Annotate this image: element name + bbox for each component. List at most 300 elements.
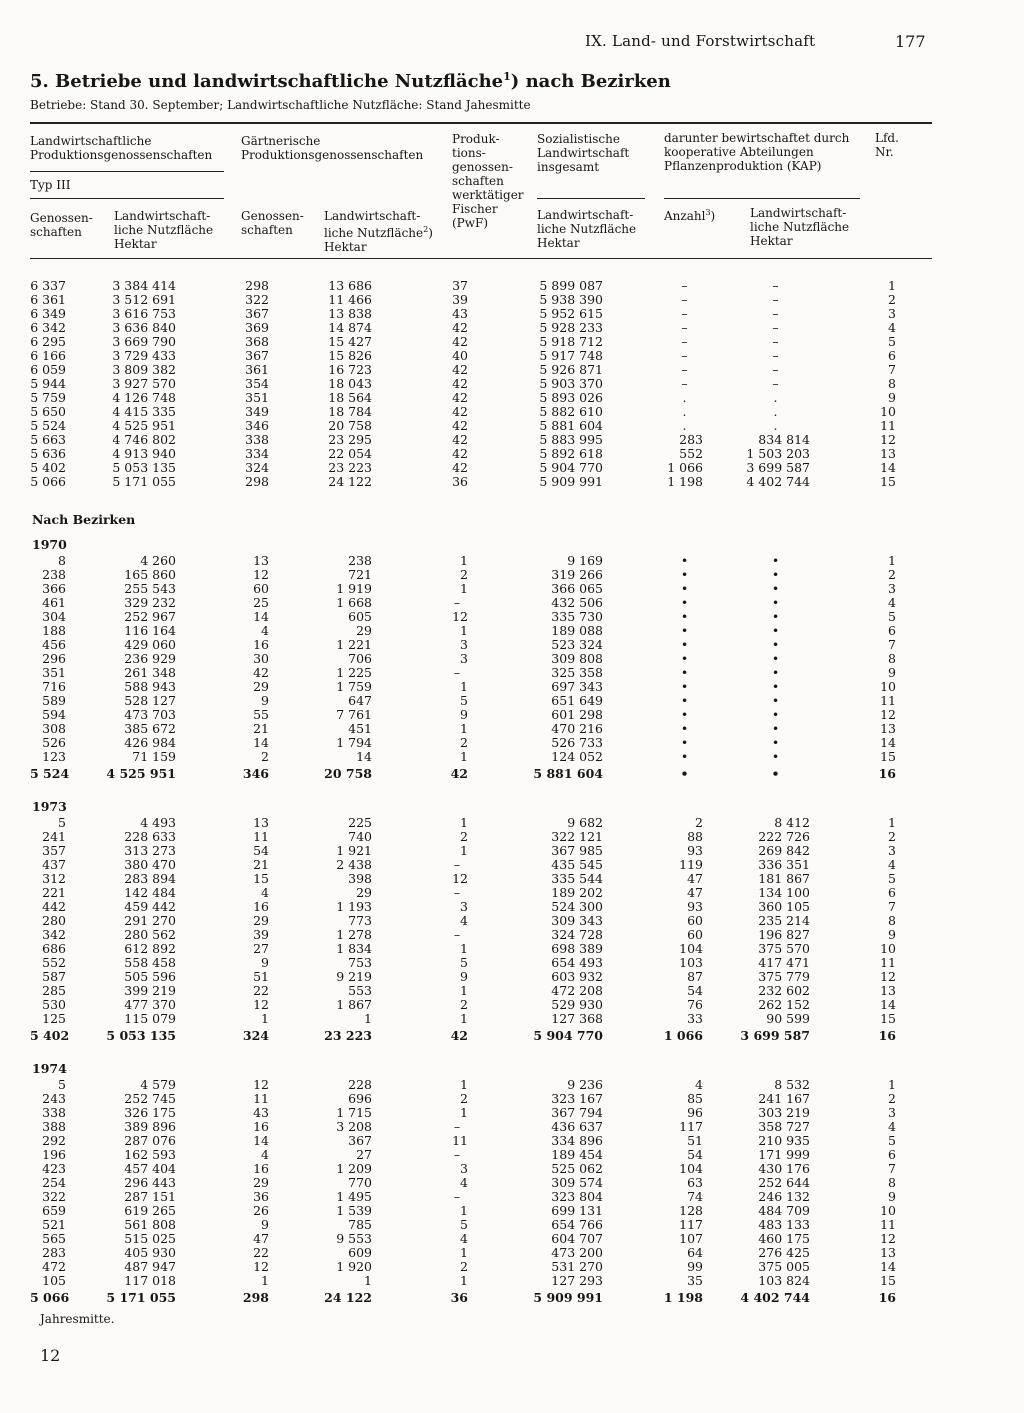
- cell-lpg-area: 3 616 753: [112, 306, 176, 321]
- cell-gpg-area: 14 874: [328, 320, 372, 335]
- table-row: [0, 363, 1024, 377]
- cell-kap-count: 88: [687, 829, 703, 844]
- col-typ: Typ III: [30, 178, 71, 192]
- cell-lpg-count: 456: [42, 637, 66, 652]
- cell-kap-count: •: [680, 693, 689, 708]
- cell-gpg-area: 18 564: [328, 390, 372, 405]
- cell-lpg-area: 5 171 055: [106, 1290, 176, 1305]
- cell-kap-area: 484 709: [758, 1203, 810, 1218]
- col-gpg-area-text: Landwirtschaft- liche Nutzfläche: [324, 209, 424, 240]
- cell-kap-area: 210 935: [758, 1133, 810, 1148]
- col-group-kap: darunter bewirtschaftet durch kooperative Abteilungen Pflanzenproduktion (KAP): [664, 131, 850, 173]
- cell-gpg-area: 753: [348, 955, 372, 970]
- cell-lpg-count: 5 524: [30, 766, 70, 781]
- cell-kap-area: •: [771, 693, 780, 708]
- cell-lpg-area: 4 525 951: [106, 766, 176, 781]
- cell-lpg-count: 5 759: [30, 390, 66, 405]
- cell-lpg-area: 4 913 940: [112, 446, 176, 461]
- cell-lpg-count: 552: [42, 955, 66, 970]
- cell-soz-area: 699 131: [551, 1203, 603, 1218]
- cell-lpg-area: 3 927 570: [112, 376, 176, 391]
- cell-kap-count: 552: [679, 446, 703, 461]
- cell-kap-area: 375 005: [758, 1259, 810, 1274]
- cell-gpg-area: 1 225: [336, 665, 372, 680]
- col-gpg-area-footnote-mark: 2: [423, 225, 429, 234]
- cell-gpg-area: 9 553: [336, 1231, 372, 1246]
- cell-gpg-count: 368: [245, 334, 269, 349]
- table-row: [0, 1218, 1024, 1232]
- cell-lpg-area: 4 579: [140, 1077, 176, 1092]
- cell-kap-count: –: [681, 306, 688, 321]
- cell-lpg-area: 558 458: [124, 955, 176, 970]
- cell-lpg-count: 461: [42, 595, 66, 610]
- cell-lfd-nr: 13: [880, 721, 896, 736]
- cell-gpg-area: 228: [348, 1077, 372, 1092]
- cell-gpg-count: 54: [253, 843, 269, 858]
- cell-lfd-nr: 3: [888, 1105, 896, 1120]
- cell-kap-count: 1 066: [663, 1028, 703, 1043]
- cell-lpg-count: 342: [42, 927, 66, 942]
- cell-kap-count: –: [681, 334, 688, 349]
- cell-lfd-nr: 8: [888, 913, 896, 928]
- cell-soz-area: 473 200: [551, 1245, 603, 1260]
- table-row: [0, 1162, 1024, 1176]
- cell-soz-area: 127 368: [551, 1011, 603, 1026]
- soz-rule: [537, 198, 645, 199]
- cell-gpg-count: 324: [245, 460, 269, 475]
- footnote-number: 12: [40, 1346, 61, 1365]
- table-row: [0, 844, 1024, 858]
- table-row: [0, 1012, 1024, 1026]
- cell-pwf: 1: [460, 1077, 468, 1092]
- cell-lfd-nr: 5: [888, 334, 896, 349]
- cell-lpg-count: 283: [42, 1245, 66, 1260]
- cell-gpg-area: 1 209: [336, 1161, 372, 1176]
- cell-lpg-count: 6 337: [30, 278, 66, 293]
- col-kap-count-text: Anzahl: [664, 209, 706, 223]
- table-row: [0, 1260, 1024, 1274]
- cell-soz-area: 5 904 770: [539, 460, 603, 475]
- cell-kap-count: •: [680, 721, 689, 736]
- cell-soz-area: 604 707: [551, 1231, 603, 1246]
- cell-lpg-count: 5 066: [30, 474, 66, 489]
- cell-gpg-count: 51: [253, 969, 269, 984]
- col-lfd-nr: Lfd. Nr.: [875, 131, 899, 159]
- cell-gpg-area: 1 668: [336, 595, 372, 610]
- cell-soz-area: 322 121: [551, 829, 603, 844]
- cell-gpg-count: 39: [253, 927, 269, 942]
- cell-gpg-count: 2: [261, 749, 269, 764]
- cell-kap-count: 35: [687, 1273, 703, 1288]
- cell-gpg-area: 696: [348, 1091, 372, 1106]
- cell-kap-area: –: [772, 278, 779, 293]
- cell-soz-area: 335 544: [551, 871, 603, 886]
- cell-pwf: –: [453, 1147, 461, 1162]
- cell-lfd-nr: 1: [888, 553, 896, 568]
- cell-soz-area: 5 926 871: [539, 362, 603, 377]
- year-heading: 1974: [32, 1061, 67, 1076]
- cell-pwf: 43: [452, 306, 468, 321]
- cell-lpg-count: 123: [42, 749, 66, 764]
- col-lpg-count: Genossen- schaften: [30, 211, 93, 239]
- cell-gpg-area: 20 758: [324, 766, 372, 781]
- cell-lpg-area: 399 219: [124, 983, 176, 998]
- cell-pwf: 1: [460, 815, 468, 830]
- cell-pwf: 1: [460, 941, 468, 956]
- cell-gpg-count: 298: [245, 278, 269, 293]
- cell-lpg-area: 612 892: [124, 941, 176, 956]
- cell-kap-count: 60: [687, 927, 703, 942]
- cell-lpg-area: 619 265: [124, 1203, 176, 1218]
- cell-kap-count: 103: [679, 955, 703, 970]
- cell-lpg-area: 405 930: [124, 1245, 176, 1260]
- cell-kap-count: 1 198: [663, 1290, 703, 1305]
- cell-lpg-area: 389 896: [124, 1119, 176, 1134]
- cell-gpg-area: 1 921: [336, 843, 372, 858]
- cell-pwf: 2: [460, 1091, 468, 1106]
- table-row: [0, 956, 1024, 970]
- cell-lfd-nr: 3: [888, 306, 896, 321]
- cell-gpg-count: 14: [253, 609, 269, 624]
- cell-gpg-area: 1 919: [336, 581, 372, 596]
- cell-kap-count: 33: [687, 1011, 703, 1026]
- cell-gpg-area: 24 122: [328, 474, 372, 489]
- cell-lpg-area: 505 596: [124, 969, 176, 984]
- cell-kap-count: •: [680, 766, 689, 781]
- table-row: [0, 475, 1024, 489]
- title-footnote-mark: 1: [503, 70, 511, 83]
- chapter-header: IX. Land- und Forstwirtschaft: [585, 32, 816, 50]
- cell-kap-count: 99: [687, 1259, 703, 1274]
- cell-soz-area: 603 932: [551, 969, 603, 984]
- cell-kap-count: •: [680, 665, 689, 680]
- cell-lfd-nr: 14: [880, 735, 896, 750]
- cell-lpg-count: 5 636: [30, 446, 66, 461]
- cell-kap-area: –: [772, 306, 779, 321]
- cell-gpg-area: 238: [348, 553, 372, 568]
- cell-kap-count: 93: [687, 899, 703, 914]
- cell-lfd-nr: 8: [888, 651, 896, 666]
- cell-kap-count: •: [680, 749, 689, 764]
- cell-gpg-area: 9 219: [336, 969, 372, 984]
- cell-gpg-count: 351: [245, 390, 269, 405]
- cell-kap-area: 235 214: [758, 913, 810, 928]
- cell-kap-area: 430 176: [758, 1161, 810, 1176]
- col-kap-count-footnote-mark: 3: [705, 208, 711, 217]
- cell-gpg-area: 1 495: [336, 1189, 372, 1204]
- cell-lpg-area: 3 384 414: [112, 278, 176, 293]
- cell-lpg-area: 429 060: [124, 637, 176, 652]
- cell-pwf: 36: [452, 474, 468, 489]
- cell-gpg-area: 367: [348, 1133, 372, 1148]
- col-group-lpg: Landwirtschaftliche Produktionsgenossenschaften: [30, 134, 213, 162]
- col-kap-count-tail: ): [710, 209, 716, 223]
- cell-soz-area: 366 065: [551, 581, 603, 596]
- cell-kap-area: 4 402 744: [740, 1290, 810, 1305]
- cell-pwf: 1: [460, 721, 468, 736]
- cell-lfd-nr: 9: [888, 1189, 896, 1204]
- table-row: [0, 349, 1024, 363]
- cell-pwf: 42: [452, 334, 468, 349]
- cell-kap-area: 181 867: [758, 871, 810, 886]
- cell-kap-area: •: [771, 595, 780, 610]
- cell-soz-area: 5 892 618: [539, 446, 603, 461]
- cell-gpg-area: 1 794: [336, 735, 372, 750]
- cell-gpg-count: 14: [253, 1133, 269, 1148]
- cell-kap-area: 3 699 587: [746, 460, 810, 475]
- cell-soz-area: 524 300: [551, 899, 603, 914]
- cell-lfd-nr: 2: [888, 292, 896, 307]
- cell-lfd-nr: 6: [888, 885, 896, 900]
- cell-pwf: 37: [452, 278, 468, 293]
- cell-lpg-area: 283 894: [124, 871, 176, 886]
- cell-soz-area: 5 909 991: [539, 474, 603, 489]
- cell-lpg-count: 716: [42, 679, 66, 694]
- cell-gpg-area: 706: [348, 651, 372, 666]
- cell-kap-count: .: [682, 418, 687, 433]
- cell-kap-count: 47: [687, 871, 703, 886]
- cell-gpg-count: 367: [245, 306, 269, 321]
- cell-pwf: –: [453, 1119, 461, 1134]
- cell-soz-area: 5 893 026: [539, 390, 603, 405]
- cell-gpg-count: 367: [245, 348, 269, 363]
- cell-kap-area: 8 412: [774, 815, 810, 830]
- cell-lfd-nr: 6: [888, 1147, 896, 1162]
- cell-kap-count: 54: [687, 1147, 703, 1162]
- cell-kap-area: 303 219: [758, 1105, 810, 1120]
- cell-lpg-count: 308: [42, 721, 66, 736]
- cell-pwf: 40: [452, 348, 468, 363]
- cell-gpg-count: 13: [253, 553, 269, 568]
- cell-kap-count: 96: [687, 1105, 703, 1120]
- cell-soz-area: 5 903 370: [539, 376, 603, 391]
- cell-pwf: 5: [460, 693, 468, 708]
- cell-lpg-area: 329 232: [124, 595, 176, 610]
- cell-kap-area: 375 570: [758, 941, 810, 956]
- cell-soz-area: 324 728: [551, 927, 603, 942]
- cell-gpg-area: 1 715: [336, 1105, 372, 1120]
- cell-lfd-nr: 5: [888, 871, 896, 886]
- cell-gpg-area: 770: [348, 1175, 372, 1190]
- cell-soz-area: 470 216: [551, 721, 603, 736]
- cell-lpg-count: 8: [58, 553, 66, 568]
- cell-pwf: 42: [450, 1028, 468, 1043]
- cell-soz-area: 323 167: [551, 1091, 603, 1106]
- cell-pwf: –: [453, 665, 461, 680]
- cell-kap-count: •: [680, 735, 689, 750]
- cell-pwf: 2: [460, 567, 468, 582]
- table-row: [0, 321, 1024, 335]
- cell-soz-area: 189 202: [551, 885, 603, 900]
- cell-lfd-nr: 2: [888, 829, 896, 844]
- cell-pwf: 42: [452, 362, 468, 377]
- col-group-soz: Sozialistische Landwirtschaft insgesamt: [537, 132, 630, 174]
- cell-gpg-count: 16: [253, 1161, 269, 1176]
- table-row: [0, 652, 1024, 666]
- cell-soz-area: 334 896: [551, 1133, 603, 1148]
- cell-kap-area: –: [772, 362, 779, 377]
- table-row: [0, 666, 1024, 680]
- cell-soz-area: 5 899 087: [539, 278, 603, 293]
- cell-soz-area: 9 236: [567, 1077, 603, 1092]
- cell-gpg-count: 22: [253, 983, 269, 998]
- cell-lfd-nr: 3: [888, 843, 896, 858]
- cell-lpg-area: 528 127: [124, 693, 176, 708]
- cell-gpg-count: 26: [253, 1203, 269, 1218]
- cell-lpg-count: 6 342: [30, 320, 66, 335]
- cell-pwf: 36: [450, 1290, 468, 1305]
- cell-kap-area: 4 402 744: [746, 474, 810, 489]
- table-row: [0, 293, 1024, 307]
- col-gpg-area: [324, 209, 433, 254]
- cell-lpg-area: 291 270: [124, 913, 176, 928]
- table-row: [0, 279, 1024, 293]
- table-row: [0, 858, 1024, 872]
- cell-kap-area: –: [772, 320, 779, 335]
- cell-lfd-nr: 2: [888, 1091, 896, 1106]
- cell-lpg-count: 6 349: [30, 306, 66, 321]
- cell-lfd-nr: 4: [888, 320, 896, 335]
- cell-pwf: 9: [460, 969, 468, 984]
- cell-gpg-count: 29: [253, 679, 269, 694]
- cell-soz-area: 9 682: [567, 815, 603, 830]
- section-heading-bezirke: Nach Bezirken: [32, 512, 136, 527]
- cell-lpg-count: 285: [42, 983, 66, 998]
- cell-kap-count: 85: [687, 1091, 703, 1106]
- cell-lpg-area: 588 943: [124, 679, 176, 694]
- col-pwf: Produk- tions- genossen- schaften werktätiger Fischer (PwF): [452, 132, 524, 230]
- cell-pwf: 4: [460, 1175, 468, 1190]
- cell-kap-count: •: [680, 679, 689, 694]
- cell-lpg-count: 388: [42, 1119, 66, 1134]
- cell-lpg-count: 357: [42, 843, 66, 858]
- cell-lpg-count: 6 059: [30, 362, 66, 377]
- cell-kap-count: 128: [679, 1203, 703, 1218]
- table-row: [0, 1176, 1024, 1190]
- cell-kap-area: –: [772, 292, 779, 307]
- cell-lpg-area: 162 593: [124, 1147, 176, 1162]
- cell-kap-area: 375 779: [758, 969, 810, 984]
- table-row: [0, 568, 1024, 582]
- table-row: [0, 900, 1024, 914]
- cell-gpg-area: 11 466: [328, 292, 372, 307]
- cell-kap-count: 117: [679, 1119, 703, 1134]
- cell-gpg-count: 21: [253, 857, 269, 872]
- cell-lpg-area: 3 669 790: [112, 334, 176, 349]
- cell-gpg-area: 23 295: [328, 432, 372, 447]
- cell-soz-area: 335 730: [551, 609, 603, 624]
- table-row: [0, 1078, 1024, 1092]
- cell-kap-count: 47: [687, 885, 703, 900]
- cell-lpg-count: 196: [42, 1147, 66, 1162]
- cell-kap-count: .: [682, 390, 687, 405]
- cell-lfd-nr: 13: [880, 1245, 896, 1260]
- cell-soz-area: 5 881 604: [539, 418, 603, 433]
- cell-lfd-nr: 16: [878, 766, 896, 781]
- cell-lpg-count: 6 295: [30, 334, 66, 349]
- cell-gpg-area: 1 920: [336, 1259, 372, 1274]
- cell-lpg-count: 221: [42, 885, 66, 900]
- lpg-rule: [30, 171, 224, 172]
- cell-pwf: 1: [460, 553, 468, 568]
- cell-gpg-area: 16 723: [328, 362, 372, 377]
- cell-soz-area: 526 733: [551, 735, 603, 750]
- cell-kap-area: –: [772, 376, 779, 391]
- cell-kap-area: –: [772, 348, 779, 363]
- cell-soz-area: 523 324: [551, 637, 603, 652]
- cell-kap-area: 196 827: [758, 927, 810, 942]
- cell-kap-count: 63: [687, 1175, 703, 1190]
- cell-lfd-nr: 10: [880, 404, 896, 419]
- cell-kap-area: .: [773, 418, 778, 433]
- cell-gpg-count: 47: [253, 1231, 269, 1246]
- cell-soz-area: 5 928 233: [539, 320, 603, 335]
- cell-lfd-nr: 9: [888, 390, 896, 405]
- table-row: [0, 1134, 1024, 1148]
- header-top-rule: [30, 122, 932, 124]
- cell-kap-area: 171 999: [758, 1147, 810, 1162]
- cell-lpg-area: 426 984: [124, 735, 176, 750]
- cell-lfd-nr: 15: [880, 474, 896, 489]
- cell-lpg-count: 594: [42, 707, 66, 722]
- cell-lpg-count: 587: [42, 969, 66, 984]
- cell-soz-area: 323 804: [551, 1189, 603, 1204]
- cell-lpg-count: 188: [42, 623, 66, 638]
- cell-lpg-area: 142 484: [124, 885, 176, 900]
- cell-lpg-count: 589: [42, 693, 66, 708]
- cell-gpg-count: 4: [261, 1147, 269, 1162]
- cell-soz-area: 309 808: [551, 651, 603, 666]
- cell-lfd-nr: 5: [888, 1133, 896, 1148]
- cell-pwf: 3: [460, 1161, 468, 1176]
- cell-kap-count: 1 066: [667, 460, 703, 475]
- cell-kap-area: .: [773, 390, 778, 405]
- cell-pwf: 5: [460, 955, 468, 970]
- cell-soz-area: 189 088: [551, 623, 603, 638]
- table-total-row: [0, 767, 1024, 781]
- cell-lpg-area: 228 633: [124, 829, 176, 844]
- cell-kap-area: •: [771, 567, 780, 582]
- cell-gpg-count: 1: [261, 1011, 269, 1026]
- col-group-gpg: Gärtnerische Produktionsgenossenschaften: [241, 134, 424, 162]
- cell-gpg-count: 16: [253, 899, 269, 914]
- cell-lpg-area: 477 370: [124, 997, 176, 1012]
- cell-gpg-area: 1: [364, 1273, 372, 1288]
- cell-lpg-count: 686: [42, 941, 66, 956]
- table-row: [0, 582, 1024, 596]
- table-row: [0, 722, 1024, 736]
- cell-kap-area: 241 167: [758, 1091, 810, 1106]
- cell-lfd-nr: 14: [880, 460, 896, 475]
- table-row: [0, 405, 1024, 419]
- cell-kap-area: •: [771, 679, 780, 694]
- cell-lpg-count: 437: [42, 857, 66, 872]
- cell-pwf: 1: [460, 749, 468, 764]
- cell-kap-area: 483 133: [758, 1217, 810, 1232]
- table-row: [0, 638, 1024, 652]
- cell-kap-count: 2: [695, 815, 703, 830]
- cell-soz-area: 5 883 995: [539, 432, 603, 447]
- cell-kap-area: •: [771, 609, 780, 624]
- page-number: 177: [895, 32, 926, 51]
- cell-soz-area: 697 343: [551, 679, 603, 694]
- cell-gpg-count: 42: [253, 665, 269, 680]
- cell-soz-area: 654 766: [551, 1217, 603, 1232]
- year-heading: 1973: [32, 799, 67, 814]
- cell-lpg-area: 326 175: [124, 1105, 176, 1120]
- cell-kap-area: •: [771, 665, 780, 680]
- table-row: [0, 1092, 1024, 1106]
